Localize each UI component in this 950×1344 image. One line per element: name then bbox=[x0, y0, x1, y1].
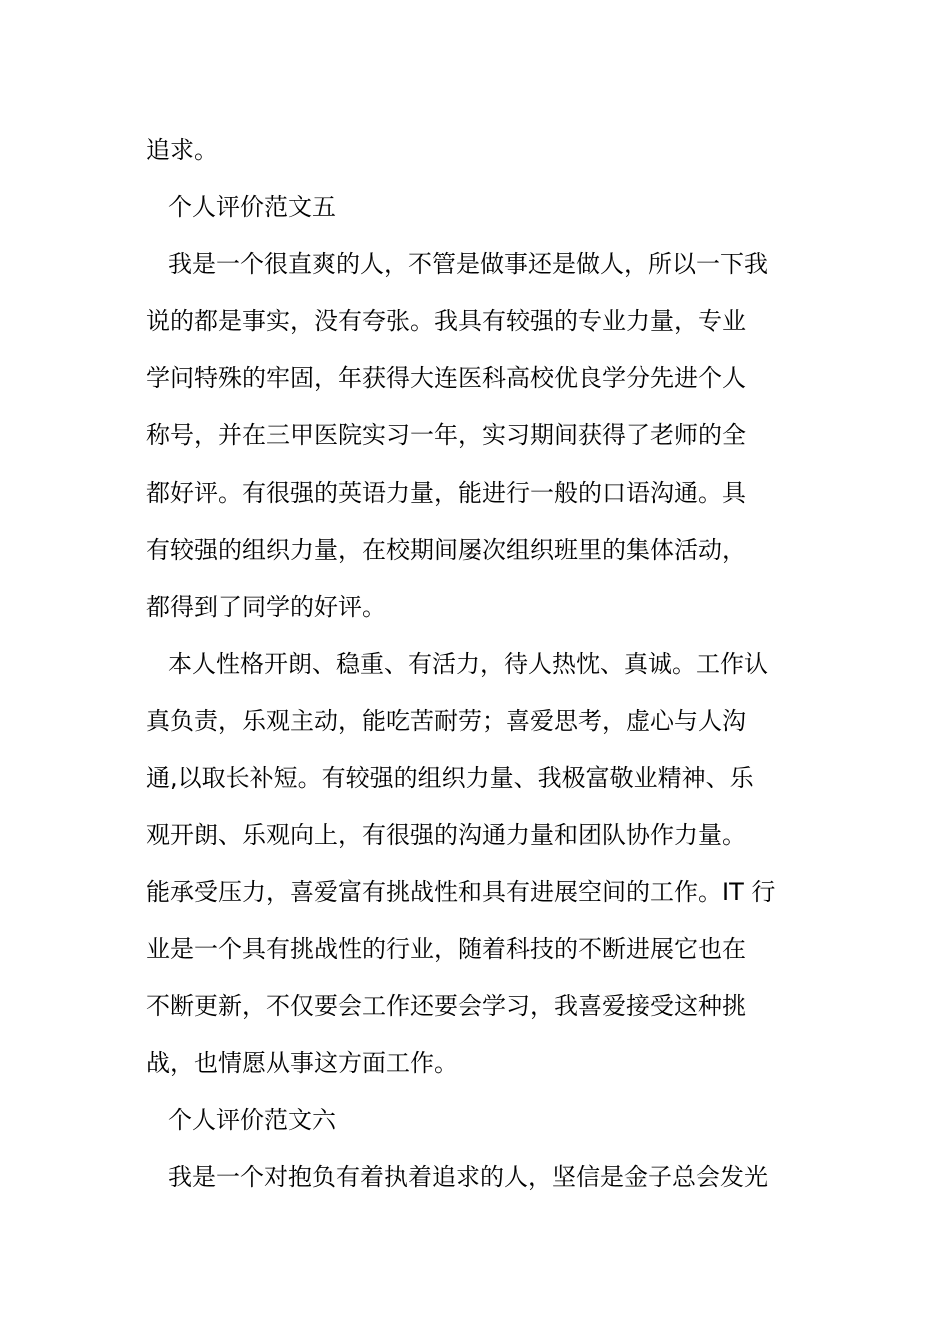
paragraph-line: 说的都是事实，没有夸张。我具有较强的专业力量，专业 bbox=[146, 307, 746, 335]
paragraph-line: 有较强的组织力量，在校期间屡次组织班里的集体活动， bbox=[146, 536, 746, 564]
section-heading: 个人评价范文五 bbox=[168, 193, 336, 221]
paragraph-line: 观开朗、乐观向上，有很强的沟通力量和团队协作力量。 bbox=[146, 821, 746, 849]
paragraph-line: 称号，并在三甲医院实习一年，实习期间获得了老师的全 bbox=[146, 421, 746, 449]
text-line: 追求。 bbox=[146, 136, 218, 164]
paragraph-line: 能承受压力，喜爱富有挑战性和具有进展空间的工作。IT 行 bbox=[146, 878, 776, 906]
section-heading: 个人评价范文六 bbox=[168, 1106, 336, 1134]
paragraph-line: 真负责，乐观主动，能吃苦耐劳；喜爱思考，虚心与人沟 bbox=[146, 707, 746, 735]
paragraph-line: 业是一个具有挑战性的行业，随着科技的不断进展它也在 bbox=[146, 935, 746, 963]
paragraph-line: 战，也情愿从事这方面工作。 bbox=[146, 1049, 458, 1077]
paragraph-line: 都得到了同学的好评。 bbox=[146, 593, 386, 621]
paragraph-line: 我是一个很直爽的人，不管是做事还是做人，所以一下我 bbox=[168, 250, 768, 278]
paragraph-line: 不断更新，不仅要会工作还要会学习，我喜爱接受这种挑 bbox=[146, 992, 746, 1020]
paragraph-line: 本人性格开朗、稳重、有活力，待人热忱、真诚。工作认 bbox=[168, 650, 768, 678]
paragraph-line: 通,以取长补短。有较强的组织力量、我极富敬业精神、乐 bbox=[146, 764, 754, 792]
paragraph-line: 学问特殊的牢固，年获得大连医科高校优良学分先进个人 bbox=[146, 364, 746, 392]
paragraph-line: 我是一个对抱负有着执着追求的人，坚信是金子总会发光 bbox=[168, 1163, 768, 1191]
paragraph-line: 都好评。有很强的英语力量，能进行一般的口语沟通。具 bbox=[146, 479, 746, 507]
